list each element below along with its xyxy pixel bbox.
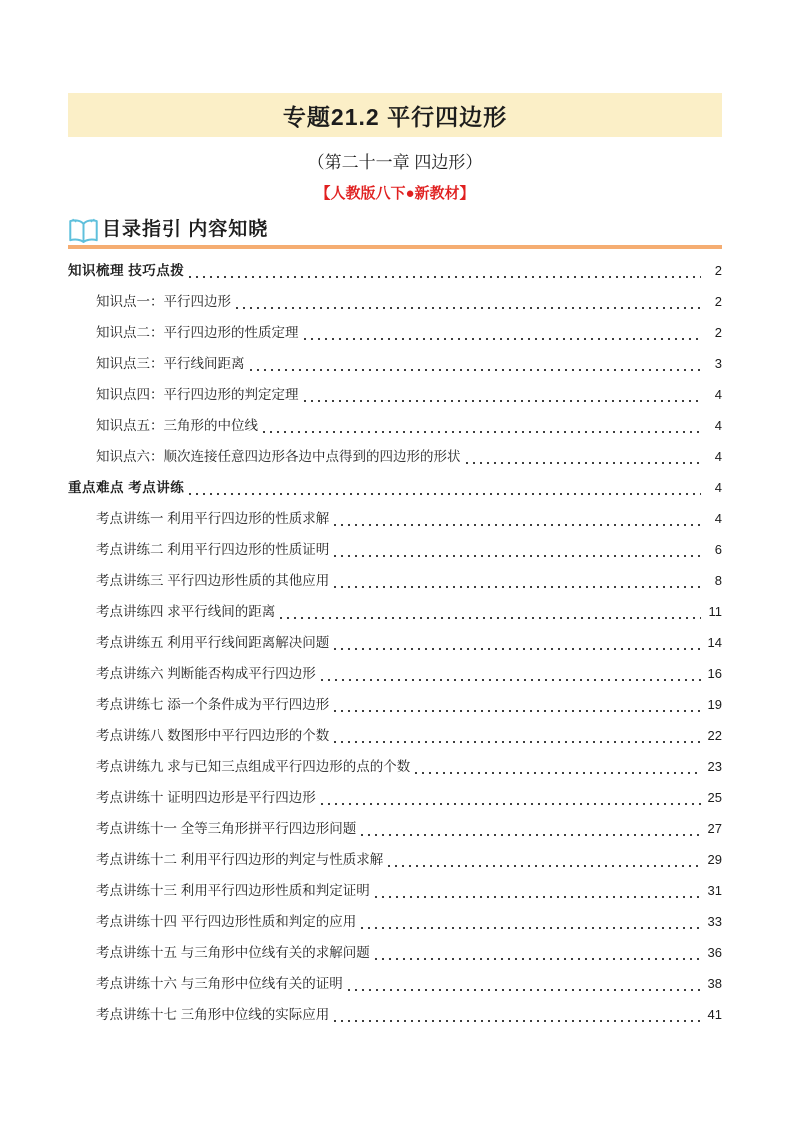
toc-page-number[interactable]: 36 <box>707 945 722 960</box>
dot-leader <box>334 524 701 526</box>
toc-entry-label[interactable]: 考点讲练十六 与三角形中位线有关的证明 <box>96 976 343 991</box>
toc-page-number[interactable]: 41 <box>707 1007 722 1022</box>
toc-entry[interactable] <box>68 317 722 348</box>
toc-entry[interactable] <box>68 658 722 689</box>
toc-entry[interactable] <box>68 472 722 503</box>
dot-leader <box>334 555 701 557</box>
toc-entry[interactable] <box>68 999 722 1030</box>
toc-entry-label[interactable]: 考点讲练八 数图形中平行四边形的个数 <box>96 728 330 743</box>
toc-entry[interactable] <box>68 813 722 844</box>
toc-entry-label[interactable]: 考点讲练七 添一个条件成为平行四边形 <box>96 697 330 712</box>
toc-entry-label[interactable]: 考点讲练一 利用平行四边形的性质求解 <box>96 511 330 526</box>
dot-leader <box>348 989 701 991</box>
toc-entry[interactable] <box>68 627 722 658</box>
dot-leader <box>334 710 701 712</box>
toc-page-number[interactable]: 2 <box>714 263 722 278</box>
toc-page-number[interactable]: 2 <box>714 294 722 309</box>
toc-entry[interactable] <box>68 689 722 720</box>
dot-leader <box>361 834 701 836</box>
dot-leader <box>415 772 701 774</box>
toc-page-number[interactable]: 38 <box>707 976 722 991</box>
toc-entry[interactable] <box>68 875 722 906</box>
dot-leader <box>334 1020 701 1022</box>
toc-page-number[interactable]: 19 <box>707 697 722 712</box>
toc-entry-label[interactable]: 考点讲练二 利用平行四边形的性质证明 <box>96 542 330 557</box>
dot-leader <box>375 958 701 960</box>
toc-page-number[interactable]: 27 <box>707 821 722 836</box>
table-of-contents <box>68 255 722 1030</box>
toc-entry-label[interactable]: 考点讲练十三 利用平行四边形性质和判定证明 <box>96 883 370 898</box>
chapter-subtitle: （第二十一章 四边形） <box>307 153 483 172</box>
toc-entry[interactable] <box>68 255 722 286</box>
toc-page-number[interactable]: 14 <box>707 635 722 650</box>
toc-entry-label[interactable]: 考点讲练十五 与三角形中位线有关的求解问题 <box>96 945 370 960</box>
toc-page-number[interactable]: 11 <box>708 604 722 619</box>
dot-leader <box>250 369 702 371</box>
toc-entry-label[interactable]: 考点讲练十 证明四边形是平行四边形 <box>96 790 316 805</box>
dot-leader <box>466 462 702 464</box>
toc-entry-label[interactable]: 知识点四：平行四边形的判定定理 <box>96 387 299 402</box>
toc-entry[interactable] <box>68 751 722 782</box>
toc-page-number[interactable]: 29 <box>707 852 722 867</box>
dot-leader <box>263 431 701 433</box>
dot-leader <box>189 276 701 278</box>
dot-leader <box>304 400 702 402</box>
dot-leader <box>321 803 701 805</box>
dot-leader <box>189 493 701 495</box>
toc-entry-label[interactable]: 知识点五：三角形的中位线 <box>96 418 258 433</box>
toc-entry-label[interactable]: 知识点一：平行四边形 <box>96 294 231 309</box>
toc-page-number[interactable]: 6 <box>714 542 722 557</box>
toc-entry[interactable] <box>68 906 722 937</box>
open-book-icon <box>68 218 99 246</box>
toc-entry[interactable] <box>68 286 722 317</box>
toc-page-number[interactable]: 4 <box>714 418 722 433</box>
toc-entry[interactable] <box>68 379 722 410</box>
toc-entry[interactable] <box>68 968 722 999</box>
toc-entry-label[interactable]: 知识点二：平行四边形的性质定理 <box>96 325 299 340</box>
dot-leader <box>375 896 701 898</box>
toc-entry[interactable] <box>68 844 722 875</box>
toc-entry-label[interactable]: 考点讲练十一 全等三角形拼平行四边形问题 <box>96 821 357 836</box>
toc-entry[interactable] <box>68 565 722 596</box>
toc-entry-label[interactable]: 考点讲练三 平行四边形性质的其他应用 <box>96 573 330 588</box>
toc-entry-label[interactable]: 考点讲练五 利用平行线间距离解决问题 <box>96 635 330 650</box>
toc-entry-label[interactable]: 知识点三：平行线间距离 <box>96 356 245 371</box>
toc-page-number[interactable]: 23 <box>707 759 722 774</box>
toc-entry-label[interactable]: 考点讲练十七 三角形中位线的实际应用 <box>96 1007 330 1022</box>
toc-page-number[interactable]: 4 <box>714 480 722 495</box>
toc-entry[interactable] <box>68 410 722 441</box>
toc-page-number[interactable]: 25 <box>707 790 722 805</box>
toc-entry-label[interactable]: 知识梳理 技巧点拨 <box>68 263 185 278</box>
title-banner <box>68 93 722 137</box>
toc-entry[interactable] <box>68 937 722 968</box>
dot-leader <box>280 617 701 619</box>
toc-page-number[interactable]: 3 <box>714 356 722 371</box>
dot-leader <box>361 927 701 929</box>
toc-entry[interactable] <box>68 720 722 751</box>
toc-entry[interactable] <box>68 503 722 534</box>
toc-entry-label[interactable]: 重点难点 考点讲练 <box>68 480 185 495</box>
dot-leader <box>321 679 701 681</box>
toc-page-number[interactable]: 22 <box>707 728 722 743</box>
dot-leader <box>388 865 701 867</box>
document-page <box>68 0 722 1030</box>
dot-leader <box>236 307 701 309</box>
toc-entry-label[interactable]: 考点讲练六 判断能否构成平行四边形 <box>96 666 316 681</box>
toc-page-number[interactable]: 2 <box>714 325 722 340</box>
toc-section-title: 目录指引 内容知晓 <box>102 219 269 240</box>
toc-entry-label[interactable]: 考点讲练十四 平行四边形性质和判定的应用 <box>96 914 357 929</box>
toc-entry[interactable] <box>68 596 722 627</box>
toc-page-number[interactable]: 4 <box>714 511 722 526</box>
toc-entry-label[interactable]: 考点讲练四 求平行线间的距离 <box>96 604 276 619</box>
toc-page-number[interactable]: 31 <box>707 883 722 898</box>
toc-entry[interactable] <box>68 782 722 813</box>
toc-entry[interactable] <box>68 348 722 379</box>
dot-leader <box>334 648 701 650</box>
toc-page-number[interactable]: 33 <box>707 914 722 929</box>
dot-leader <box>334 586 701 588</box>
toc-section-header <box>68 216 722 249</box>
toc-entry[interactable] <box>68 534 722 565</box>
toc-entry-label[interactable]: 考点讲练九 求与已知三点组成平行四边形的点的个数 <box>96 759 411 774</box>
toc-entry-label[interactable]: 考点讲练十二 利用平行四边形的判定与性质求解 <box>96 852 384 867</box>
toc-page-number[interactable]: 4 <box>714 387 722 402</box>
toc-page-number[interactable]: 4 <box>714 449 722 464</box>
edition-label: 【人教版八下●新教材】 <box>315 185 475 202</box>
toc-page-number[interactable]: 8 <box>714 573 722 588</box>
dot-leader <box>334 741 701 743</box>
toc-entry-label[interactable]: 知识点六：顺次连接任意四边形各边中点得到的四边形的形状 <box>96 449 461 464</box>
dot-leader <box>304 338 702 340</box>
toc-page-number[interactable]: 16 <box>707 666 722 681</box>
toc-entry[interactable] <box>68 441 722 472</box>
doc-title: 专题21.2 平行四边形 <box>282 103 508 130</box>
